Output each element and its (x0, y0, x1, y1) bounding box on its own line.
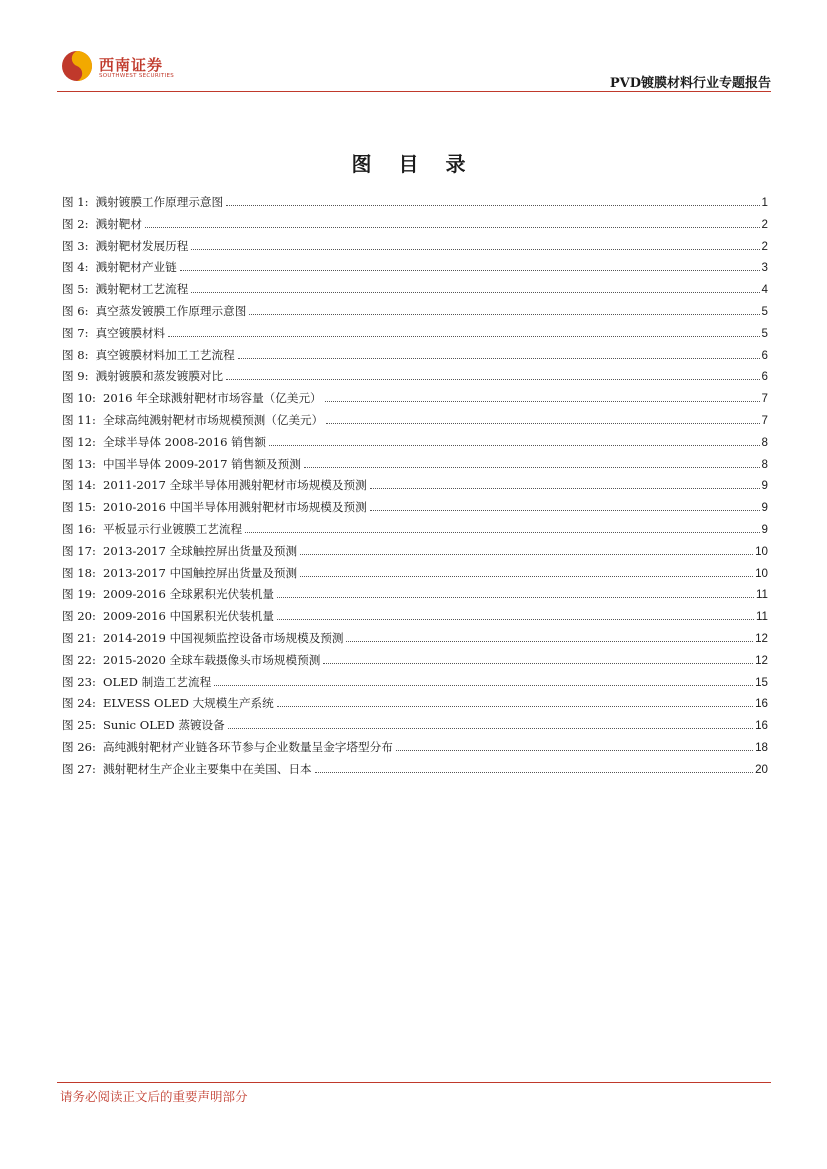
logo-text-cn: 西南证券 (99, 56, 164, 74)
toc-entry-number: 图 25: (62, 718, 96, 733)
toc-entry-page: 8 (761, 457, 768, 471)
toc-entry-page: 20 (755, 762, 768, 776)
toc-entry-label: 溅射镀膜工作原理示意图 (95, 195, 224, 209)
toc-entry-label: 全球半导体 2008-2016 销售额 (102, 434, 267, 449)
toc-entry-page: 2 (761, 239, 768, 253)
toc-entry-page: 11 (755, 588, 768, 602)
toc-entry-number: 图 5: (62, 282, 89, 297)
toc-entry-page: 11 (755, 610, 768, 624)
toc-entry-page: 5 (761, 304, 768, 318)
toc-entry-leader (396, 750, 753, 751)
toc-entry-number: 图 18: (62, 565, 96, 580)
toc-entry[interactable] (62, 542, 768, 564)
toc-entry-leader (226, 379, 759, 380)
toc-entry-label: 2016 年全球溅射靶材市场容量（亿美元） (102, 391, 322, 406)
toc-entry-label: 2010-2016 中国半导体用溅射靶材市场规模及预测 (102, 500, 367, 515)
toc-entry-number: 图 4: (62, 260, 89, 275)
report-title: PVD镀膜材料行业专题报告 (609, 76, 771, 91)
logo-text-en: SOUTHWEST SECURITIES (99, 73, 175, 79)
toc-entry[interactable] (62, 585, 768, 607)
toc-entry-label: OLED 制造工艺流程 (102, 674, 212, 689)
toc-entry-label: 真空蒸发镀膜工作原理示意图 (95, 303, 247, 318)
toc-entry-label: 中国半导体 2009-2017 销售额及预测 (102, 456, 301, 471)
toc-entry-label: 2013-2017 中国触控屏出货量及预测 (102, 565, 298, 580)
toc-entry-label: 溅射靶材发展历程 (95, 238, 189, 253)
toc-entry-label: 2014-2019 中国视频监控设备市场规模及预测 (102, 630, 344, 645)
toc-entry-label: 2009-2016 中国累积光伏装机量 (102, 609, 274, 624)
toc-entry-leader (346, 641, 753, 642)
toc-entry-number: 图 17: (62, 543, 96, 558)
toc-entry-number: 图 11: (62, 412, 96, 427)
toc-entry-label: 平板显示行业镀膜工艺流程 (102, 521, 243, 536)
toc-entry-leader (228, 728, 753, 729)
toc-entry-leader (226, 205, 759, 206)
toc-entry[interactable] (62, 498, 768, 520)
toc-entry[interactable] (62, 237, 768, 259)
toc-entry[interactable] (62, 389, 768, 411)
toc-entry-leader (315, 772, 753, 773)
toc-entry-number: 图 16: (62, 521, 96, 536)
toc-entry-leader (326, 423, 759, 424)
figure-list (62, 193, 768, 782)
toc-entry-leader (277, 597, 754, 598)
toc-entry-page: 10 (755, 566, 768, 580)
toc-entry[interactable] (62, 694, 768, 716)
toc-entry-number: 图 8: (62, 347, 89, 362)
toc-entry[interactable] (62, 673, 768, 695)
toc-entry[interactable] (62, 716, 768, 738)
toc-entry-page: 16 (755, 697, 768, 711)
toc-entry-number: 图 10: (62, 391, 96, 406)
toc-entry-page: 7 (761, 413, 768, 427)
toc-entry-page: 6 (761, 348, 768, 362)
toc-entry-page: 6 (761, 370, 768, 384)
toc-entry-page: 4 (761, 283, 768, 297)
toc-entry-number: 图 23: (62, 674, 96, 689)
toc-entry[interactable] (62, 193, 768, 215)
toc-entry[interactable] (62, 455, 768, 477)
toc-entry-page: 2 (761, 217, 768, 231)
toc-entry-number: 图 21: (62, 630, 96, 645)
toc-entry[interactable] (62, 367, 768, 389)
toc-entry-number: 图 13: (62, 456, 96, 471)
toc-entry-page: 18 (755, 740, 768, 754)
toc-entry-label: 溅射靶材工艺流程 (95, 282, 189, 297)
toc-entry-leader (325, 401, 760, 402)
footer-disclaimer: 请务必阅读正文后的重要声明部分 (60, 1089, 248, 1104)
toc-entry-page: 9 (761, 479, 768, 493)
toc-entry-number: 图 7: (62, 325, 89, 340)
toc-entry[interactable] (62, 738, 768, 760)
toc-entry-leader (238, 358, 760, 359)
toc-entry-number: 图 2: (62, 216, 89, 231)
toc-entry[interactable] (62, 651, 768, 673)
toc-entry[interactable] (62, 629, 768, 651)
page-header (57, 44, 771, 92)
toc-entry-number: 图 14: (62, 478, 96, 493)
toc-entry-leader (277, 619, 754, 620)
toc-entry-page: 3 (761, 261, 768, 275)
toc-entry-number: 图 1: (62, 195, 89, 209)
toc-entry-leader (370, 488, 760, 489)
toc-entry-page: 12 (755, 631, 768, 645)
toc-entry[interactable] (62, 302, 768, 324)
toc-entry-leader (168, 336, 759, 337)
toc-entry-label: Sunic OLED 蒸镀设备 (102, 718, 225, 733)
toc-title: 图 目 录 (351, 152, 476, 176)
toc-entry-leader (277, 706, 753, 707)
toc-entry-leader (370, 510, 760, 511)
toc-entry-label: 2011-2017 全球半导体用溅射靶材市场规模及预测 (102, 478, 367, 493)
toc-entry-number: 图 26: (62, 739, 96, 754)
toc-entry-label: 溅射靶材产业链 (95, 260, 177, 275)
toc-entry-page: 15 (755, 675, 768, 689)
toc-entry-page: 7 (761, 392, 768, 406)
toc-entry-leader (214, 685, 753, 686)
toc-entry-number: 图 27: (62, 761, 96, 776)
toc-entry-number: 图 22: (62, 652, 96, 667)
toc-entry[interactable] (62, 324, 768, 346)
header-divider (57, 91, 771, 92)
toc-entry-leader (180, 270, 760, 271)
toc-entry-page: 9 (761, 501, 768, 515)
toc-entry-label: ELVESS OLED 大规模生产系统 (102, 696, 274, 711)
toc-entry-page: 16 (755, 719, 768, 733)
toc-entry[interactable] (62, 411, 768, 433)
toc-entry-number: 图 15: (62, 500, 96, 515)
toc-entry-label: 2009-2016 全球累积光伏装机量 (102, 587, 274, 602)
toc-entry-leader (191, 249, 759, 250)
toc-entry-page: 12 (755, 653, 768, 667)
toc-entry-leader (304, 467, 760, 468)
toc-entry-page: 10 (755, 544, 768, 558)
toc-entry-label: 2015-2020 全球车载摄像头市场规模预测 (102, 652, 321, 667)
toc-entry[interactable] (62, 258, 768, 280)
toc-entry-leader (300, 554, 753, 555)
toc-entry-label: 真空镀膜材料 (95, 325, 166, 340)
footer-divider (57, 1082, 771, 1083)
toc-entry[interactable] (62, 215, 768, 237)
toc-entry-page: 8 (761, 435, 768, 449)
toc-entry-label: 溅射靶材 (95, 216, 142, 231)
toc-entry-label: 全球高纯溅射靶材市场规模预测（亿美元） (102, 412, 324, 427)
logo-emblem-icon (61, 50, 93, 82)
toc-entry-number: 图 19: (62, 587, 96, 602)
toc-entry-leader (145, 227, 760, 228)
toc-entry-leader (300, 576, 753, 577)
toc-entry[interactable] (62, 476, 768, 498)
toc-entry[interactable] (62, 760, 768, 782)
toc-entry[interactable] (62, 280, 768, 302)
toc-entry-label: 2013-2017 全球触控屏出货量及预测 (102, 543, 298, 558)
toc-entry[interactable] (62, 607, 768, 629)
toc-entry-leader (245, 532, 759, 533)
toc-entry-leader (191, 292, 759, 293)
toc-entry-leader (269, 445, 760, 446)
toc-entry-page: 9 (761, 522, 768, 536)
toc-entry[interactable] (62, 433, 768, 455)
toc-entry-number: 图 3: (62, 238, 89, 253)
company-logo (61, 50, 181, 84)
toc-entry-number: 图 9: (62, 369, 89, 384)
toc-entry-number: 图 24: (62, 696, 96, 711)
toc-entry[interactable] (62, 346, 768, 368)
toc-entry-number: 图 20: (62, 609, 96, 624)
toc-entry-page: 1 (761, 196, 768, 209)
toc-entry-number: 图 12: (62, 434, 96, 449)
toc-entry-label: 溅射镀膜和蒸发镀膜对比 (95, 369, 224, 384)
toc-entry-leader (323, 663, 753, 664)
toc-entry-label: 真空镀膜材料加工工艺流程 (95, 347, 235, 362)
toc-entry-number: 图 6: (62, 303, 89, 318)
toc-entry[interactable] (62, 564, 768, 586)
toc-entry-label: 高纯溅射靶材产业链各环节参与企业数量呈金字塔型分布 (102, 739, 393, 754)
toc-entry-leader (249, 314, 759, 315)
toc-entry-page: 5 (761, 326, 768, 340)
toc-entry-label: 溅射靶材生产企业主要集中在美国、日本 (102, 761, 312, 776)
toc-entry[interactable] (62, 520, 768, 542)
